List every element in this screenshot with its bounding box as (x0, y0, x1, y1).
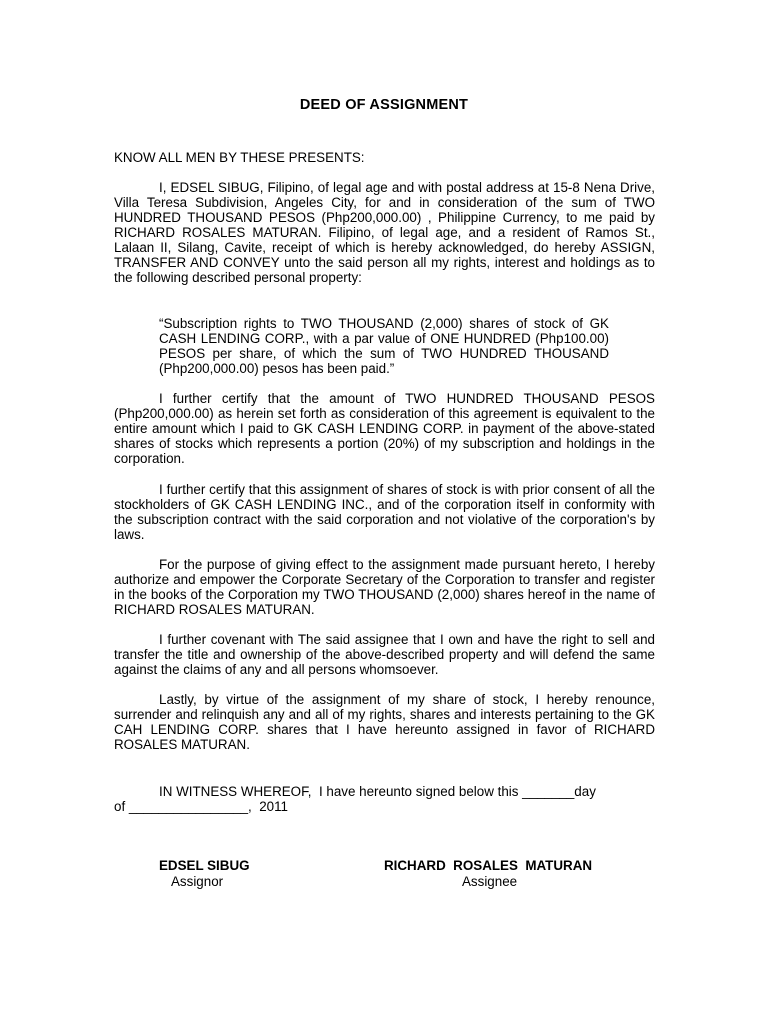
paragraph-text: Lastly, by virtue of the assignment of my share of stock, I hereby renounce, surrender and relinquish any and all of my rights, shares and interests pertaining to the GK CAH LENDING CORP. shares that I have hereunto assigned in favor of RICHARD ROSALES MATURAN. (114, 692, 655, 752)
assignor-role: Assignor (171, 874, 224, 889)
assignee-name: RICHARD ROSALES MATURAN (384, 858, 593, 873)
paragraph-text: For the purpose of giving effect to the assignment made pursuant hereto, I hereby authorize and empower the Corporate Secretary of the Corporation to transfer and register in the books of the Corporation my TWO THOUSAND (2,000) shares hereof in the name of RICHARD ROSALES MATURAN. (114, 557, 655, 617)
paragraph-authorize (114, 557, 655, 617)
paragraph-text: I, EDSEL SIBUG, Filipino, of legal age and with postal address at 15-8 Nena Drive, Villa Teresa Subdivision, Angeles City, for and in consideration of the sum of TWO HUNDRED THOUSAND PESOS (Php200,000.00) , Philippine Currency, to me paid by RICHARD ROSALES MATURAN. Filipino, of legal age, and a resident of Ramos St., Lalaan II, Silang, Cavite, receipt of which is hereby acknowledged, do hereby ASSIGN, TRANSFER AND CONVEY unto the said person all my rights, interest and holdings as to the following described personal property: (114, 180, 655, 285)
assignee-role: Assignee (462, 874, 518, 889)
assignor-name: EDSEL SIBUG (159, 858, 250, 873)
document-title: DEED OF ASSIGNMENT (299, 97, 469, 113)
greeting-line: KNOW ALL MEN BY THESE PRESENTS: (114, 150, 365, 165)
paragraph-certify-consent (114, 482, 655, 542)
paragraph-covenant (114, 632, 655, 677)
witness-clause (114, 784, 655, 814)
paragraph-renounce (114, 692, 655, 752)
paragraph-text: I further covenant with The said assignee that I own and have the right to sell and transfer the title and ownership of the above-described property and will defend the same against the claims of any and all persons whomsoever. (114, 632, 655, 677)
witness-line-2: of ________________, 2011 (114, 799, 288, 814)
property-description-quote: “Subscription rights to TWO THOUSAND (2,000) shares of stock of GK CASH LENDING CORP., with a par value of ONE HUNDRED (Php100.00) PESOS per share, of which the sum of TWO HUNDRED THOUSAND (Php200,000.00) pesos has been paid.” (159, 316, 609, 376)
paragraph-certify-amount (114, 391, 655, 466)
paragraph-text: I further certify that this assignment of shares of stock is with prior consent of all the stockholders of GK CASH LENDING INC., and of the corporation itself in conformity with the subscription contract with the said corporation and not violative of the corporation's by laws. (114, 482, 655, 542)
witness-line-1: IN WITNESS WHEREOF, I have hereunto signed below this _______day (159, 784, 596, 799)
paragraph-text: I further certify that the amount of TWO HUNDRED THOUSAND PESOS (Php200,000.00) as herein set forth as consideration of this agreement is equivalent to the entire amount which I paid to GK CASH LENDING CORP. in payment of the above-stated shares of stocks which represents a portion (20%) of my subscription and holdings in the corporation. (114, 391, 655, 466)
paragraph-consideration (114, 180, 655, 285)
